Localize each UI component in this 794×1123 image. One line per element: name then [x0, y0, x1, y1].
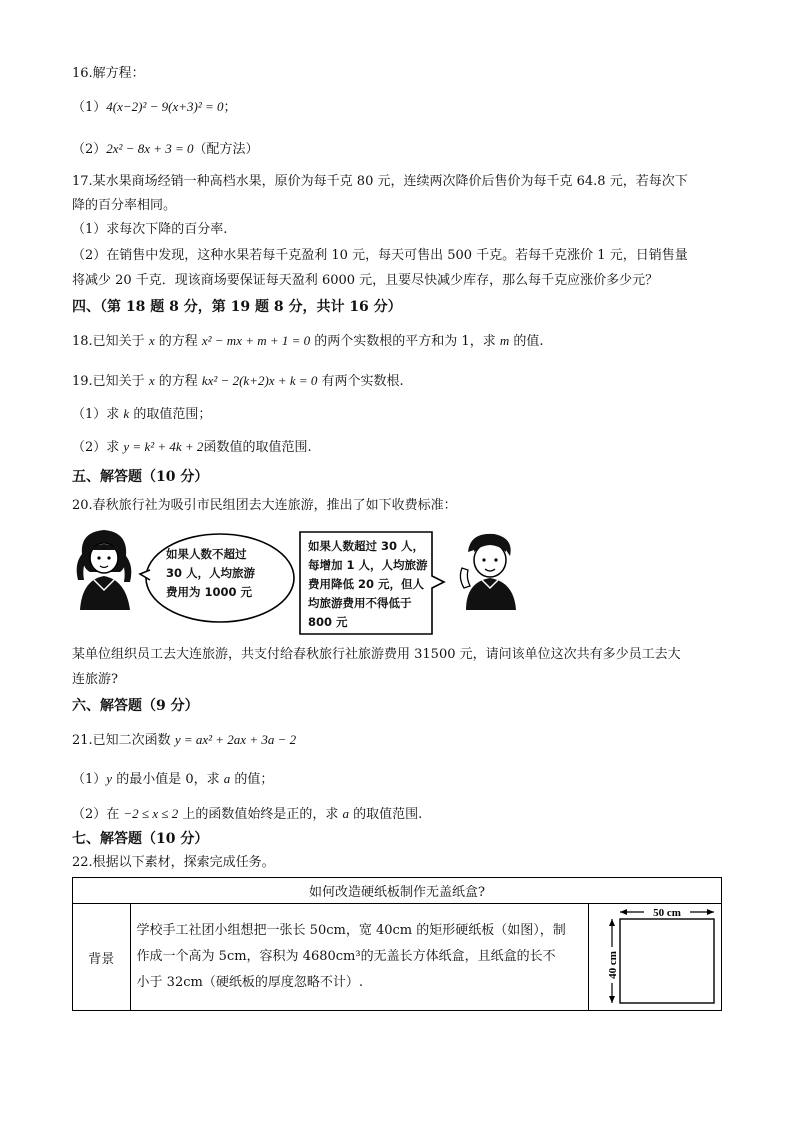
- girl-illustration: [68, 524, 144, 610]
- right-bubble-line: 800 元: [308, 615, 348, 629]
- section-6-heading: 六、解答题（9 分）: [72, 698, 199, 714]
- q18-post: 的两个实数根的平方和为 1，求: [310, 334, 500, 349]
- q19-pre: 19.已知关于: [72, 374, 149, 389]
- q18-text: [72, 331, 544, 352]
- q21-pre: 21.已知二次函数: [72, 733, 175, 748]
- boy-illustration: [452, 528, 528, 610]
- q19-post: 有两个实数根.: [317, 374, 404, 389]
- section-4-heading: 四、（第 18 题 8 分，第 19 题 8 分，共计 16 分）: [72, 299, 402, 315]
- table-background-row: [73, 904, 722, 1011]
- left-bubble-line: 30 人，人均旅游: [166, 566, 256, 580]
- row-label-background: 背景: [73, 904, 131, 1011]
- q19-var-x: x: [148, 373, 155, 388]
- q21-part2: [72, 804, 422, 825]
- left-bubble-line: 费用为 1000 元: [166, 585, 253, 599]
- q19-part1: [72, 404, 211, 425]
- q19-equation: kx² − 2(k+2)x + k = 0: [201, 373, 318, 388]
- background-text-line: 作成一个高为 5cm，容积为 4680cm³的无盖长方体纸盒，且纸盒的长不: [136, 949, 556, 964]
- q21-p1-var-y: y: [106, 771, 113, 786]
- background-text-cell: [130, 904, 588, 1011]
- q16-p2-label: （2）: [72, 142, 107, 157]
- q19-p1-post: 的取值范围；: [129, 407, 212, 422]
- section-7-heading: 七、解答题（10 分）: [72, 831, 209, 847]
- q16-part2: [72, 139, 259, 160]
- q21-equation: y = ax² + 2ax + 3a − 2: [174, 732, 297, 747]
- q20-question-line1: 某单位组织员工去大连旅游，共支付给春秋旅行社旅游费用 31500 元，请问该单位这次共有多少员工去大: [72, 647, 681, 662]
- q18-pre: 18.已知关于: [72, 334, 149, 349]
- q18-end: 的值.: [509, 334, 544, 349]
- q17-part2-line2: 将减少 20 千克．现该商场要保证每天盈利 6000 元，且要尽快减少库存，那么每千克应涨价多少元？: [72, 273, 659, 288]
- q17-part1: （1）求每次下降的百分率.: [72, 222, 228, 237]
- q21-p2-mid: 上的函数值始终是正的，求: [178, 807, 343, 822]
- table-title-row: [73, 878, 722, 904]
- q19-mid: 的方程: [154, 374, 202, 389]
- background-text-line: 学校手工社团小组想把一张长 50cm，宽 40cm 的矩形硬纸板（如图），制: [136, 923, 566, 938]
- q18-var-m: m: [499, 333, 510, 348]
- q18-mid: 的方程: [154, 334, 202, 349]
- q16-p1-equation: 4(x−2)² − 9(x+3)² = 0: [106, 99, 224, 114]
- q16-p1-label: （1）: [72, 100, 107, 115]
- q21-p1-mid: 的最小值是 0，求: [112, 772, 224, 787]
- right-bubble-line: 如果人数超过 30 人，: [308, 539, 425, 553]
- q19-text: [72, 371, 404, 392]
- table-title: 如何改造硬纸板制作无盖纸盒?: [73, 878, 722, 904]
- q19-p2-post: 函数值的取值范围.: [203, 440, 312, 455]
- q21-p1-post: 的值；: [230, 772, 274, 787]
- q18-var-x: x: [148, 333, 155, 348]
- q16-p1-tail: ；: [223, 100, 237, 115]
- cardboard-figure: [590, 905, 720, 1009]
- q21-p2-var-a: a: [342, 806, 349, 821]
- q21-p1-var-a: a: [223, 771, 231, 786]
- q21-p1-pre: （1）: [72, 772, 107, 787]
- q16-part1: [72, 97, 237, 118]
- q17-part2-line1: （2）在销售中发现，这种水果若每千克盈利 10 元，每天可售出 500 千克。若每千克涨价 1 元，日销售量: [72, 248, 688, 263]
- q21-p2-post: 的取值范围.: [348, 807, 423, 822]
- q19-p1-pre: （1）求: [72, 407, 124, 422]
- left-bubble-line: 如果人数不超过: [166, 547, 247, 561]
- q21-part1: [72, 769, 273, 790]
- background-text-line: 小于 32cm（硬纸板的厚度忽略不计）.: [136, 975, 363, 990]
- q16-title: 16.解方程：: [72, 66, 145, 81]
- section-5-heading: 五、解答题（10 分）: [72, 469, 209, 485]
- q17-line1: 17.某水果商场经销一种高档水果，原价为每千克 80 元，连续两次降价后售价为每千克 64.8 元，若每次下: [72, 174, 688, 189]
- q19-p1-var-k: k: [123, 406, 130, 421]
- q17-line2: 降的百分率相同。: [72, 198, 177, 213]
- right-bubble-line: 每增加 1 人，人均旅游: [308, 558, 428, 572]
- figure-width-label: 50 cm: [653, 907, 681, 919]
- q16-p2-tail: （配方法）: [193, 142, 259, 157]
- q19-p2-pre: （2）求: [72, 440, 124, 455]
- figure-height-label: 40 cm: [607, 951, 619, 979]
- right-bubble-text: [308, 537, 428, 632]
- q21-text: [72, 730, 296, 751]
- right-bubble-line: 均旅游费用不得低于: [308, 596, 412, 610]
- figure-cell: [589, 904, 722, 1011]
- q22-intro: 22.根据以下素材，探索完成任务。: [72, 855, 275, 870]
- q18-equation: x² − mx + m + 1 = 0: [201, 333, 311, 348]
- q20-intro: 20.春秋旅行社为吸引市民组团去大连旅游，推出了如下收费标准：: [72, 498, 457, 513]
- q19-part2: [72, 437, 312, 458]
- q21-p2-pre: （2）在: [72, 807, 124, 822]
- q21-p2-inequality: −2 ≤ x ≤ 2: [123, 806, 179, 821]
- q16-p2-equation: 2x² − 8x + 3 = 0: [106, 141, 194, 156]
- left-bubble-text: [166, 545, 255, 602]
- q19-p2-equation: y = k² + 4k + 2: [123, 439, 204, 454]
- q22-material-table: [72, 877, 722, 1011]
- q20-question-line2: 连旅游?: [72, 672, 118, 687]
- right-bubble-line: 费用降低 20 元，但人: [308, 577, 425, 591]
